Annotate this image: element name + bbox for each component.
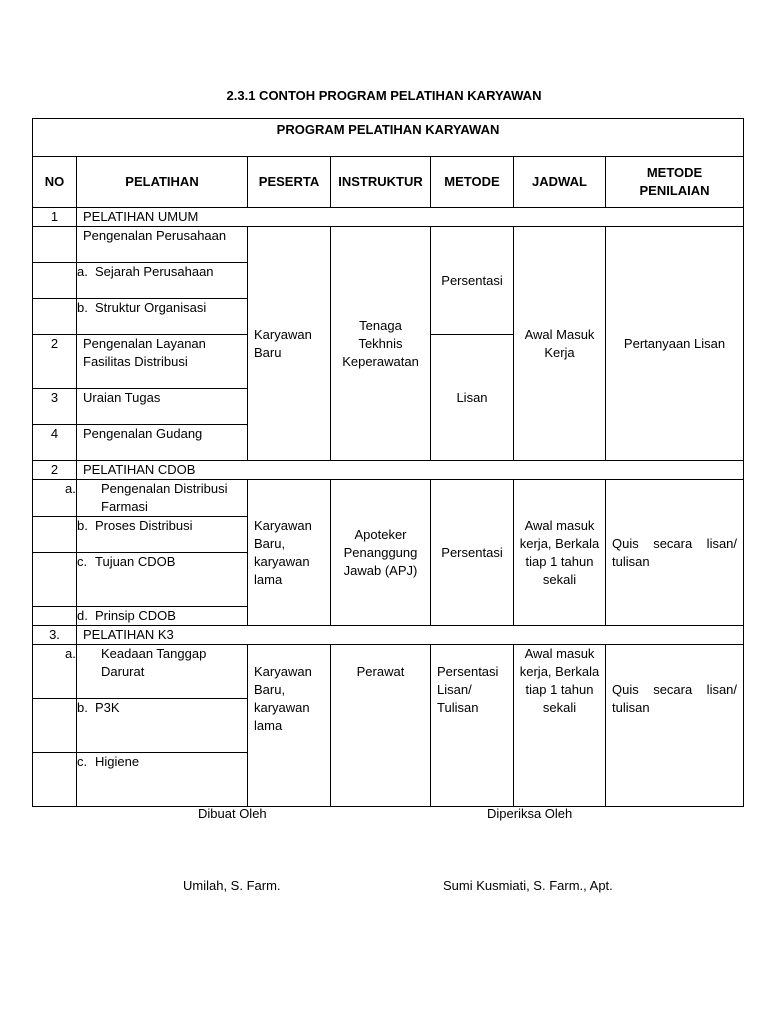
instruktur-cell: Perawat — [331, 645, 431, 807]
row-label — [77, 699, 248, 753]
col-instruktur: INSTRUKTUR — [331, 157, 431, 208]
row-number — [33, 607, 77, 626]
table-row — [33, 645, 744, 699]
row-number — [33, 227, 77, 263]
penilaian-cell: Quis secara lisan/ tulisan — [606, 645, 744, 807]
row-number — [33, 517, 77, 553]
section-title: PELATIHAN K3 — [77, 626, 744, 645]
peserta-cell: Karyawan Baru, karyawan lama — [248, 645, 331, 807]
row-label — [77, 517, 248, 553]
section-number: 1 — [33, 208, 77, 227]
list-marker: d. — [77, 608, 88, 623]
table-row — [33, 480, 744, 517]
row-label-text: Pengenalan Perusahaan — [83, 228, 227, 243]
metode-cell: Persentasi — [431, 480, 514, 626]
checked-by-label: Diperiksa Oleh — [487, 806, 573, 821]
row-number — [33, 263, 77, 299]
table-main-header: PROGRAM PELATIHAN KARYAWAN — [33, 119, 744, 157]
row-label — [77, 753, 248, 807]
row-label — [77, 553, 248, 607]
jadwal-cell: Awal masuk kerja, Berkala tiap 1 tahun sekali — [514, 645, 606, 807]
row-label — [65, 645, 248, 699]
row-label-text: Struktur Organisasi — [95, 300, 207, 315]
instruktur-cell: Apoteker Penanggung Jawab (APJ) — [331, 480, 431, 626]
peserta-cell: Karyawan Baru — [248, 227, 331, 461]
row-number: 2 — [33, 335, 77, 389]
row-number: 4 — [33, 425, 77, 461]
list-marker: a. — [65, 646, 76, 661]
list-marker: b. — [77, 700, 88, 715]
row-label — [65, 480, 248, 517]
col-peserta: PESERTA — [248, 157, 331, 208]
row-label-text: P3K — [95, 700, 120, 715]
section-header-umum — [33, 208, 744, 227]
row-number: 3 — [33, 389, 77, 425]
row-number — [33, 699, 77, 753]
row-label-text: Keadaan Tanggap Darurat — [101, 646, 207, 679]
col-metode: METODE — [431, 157, 514, 208]
row-label — [77, 263, 248, 299]
peserta-cell: Karyawan Baru, karyawan lama — [248, 480, 331, 626]
row-number — [33, 553, 77, 607]
list-marker: b. — [77, 300, 88, 315]
column-header-row — [33, 157, 744, 208]
section-header-cdob — [33, 461, 744, 480]
metode-cell: Persentasi — [431, 227, 514, 335]
penilaian-cell: Pertanyaan Lisan — [606, 227, 744, 461]
training-program-table — [32, 118, 744, 807]
row-label-text: Sejarah Perusahaan — [95, 264, 214, 279]
penilaian-cell: Quis secara lisan/ tulisan — [606, 480, 744, 626]
row-label-text: Proses Distribusi — [95, 518, 193, 533]
col-no: NO — [33, 157, 77, 208]
col-jadwal: JADWAL — [514, 157, 606, 208]
metode-cell: Lisan — [431, 335, 514, 461]
col-pelatihan: PELATIHAN — [77, 157, 248, 208]
row-label-text: Pengenalan Distribusi Farmasi — [101, 481, 228, 514]
section-title: PELATIHAN CDOB — [77, 461, 744, 480]
instruktur-cell: Tenaga Tekhnis Keperawatan — [331, 227, 431, 461]
section-header-k3 — [33, 626, 744, 645]
col-penilaian: METODE PENILAIAN — [606, 157, 744, 208]
metode-cell: Persentasi Lisan/ Tulisan — [431, 645, 514, 807]
row-label: Pengenalan Gudang — [77, 425, 248, 461]
jadwal-cell: Awal Masuk Kerja — [514, 227, 606, 461]
made-by-name: Umilah, S. Farm. — [183, 878, 281, 893]
document-title: 2.3.1 CONTOH PROGRAM PELATIHAN KARYAWAN — [226, 88, 542, 103]
section-number: 2 — [33, 461, 77, 480]
checked-by-name: Sumi Kusmiati, S. Farm., Apt. — [443, 878, 613, 893]
row-label — [77, 607, 248, 626]
row-number — [33, 753, 77, 807]
row-label: Uraian Tugas — [77, 389, 248, 425]
row-number — [33, 299, 77, 335]
row-label-text: Tujuan CDOB — [95, 554, 176, 569]
row-label — [77, 227, 248, 263]
list-marker: a. — [77, 264, 88, 279]
table-row — [33, 227, 744, 263]
row-label — [77, 299, 248, 335]
row-label-text: Higiene — [95, 754, 140, 769]
list-marker: c. — [77, 554, 88, 569]
list-marker: b. — [77, 518, 88, 533]
row-label-text: Prinsip CDOB — [95, 608, 176, 623]
section-title: PELATIHAN UMUM — [77, 208, 744, 227]
list-marker: c. — [77, 754, 88, 769]
jadwal-cell: Awal masuk kerja, Berkala tiap 1 tahun sekali — [514, 480, 606, 626]
section-number: 3. — [33, 626, 77, 645]
made-by-label: Dibuat Oleh — [198, 806, 267, 821]
row-label: Pengenalan Layanan Fasilitas Distribusi — [77, 335, 248, 389]
list-marker: a. — [65, 481, 76, 496]
